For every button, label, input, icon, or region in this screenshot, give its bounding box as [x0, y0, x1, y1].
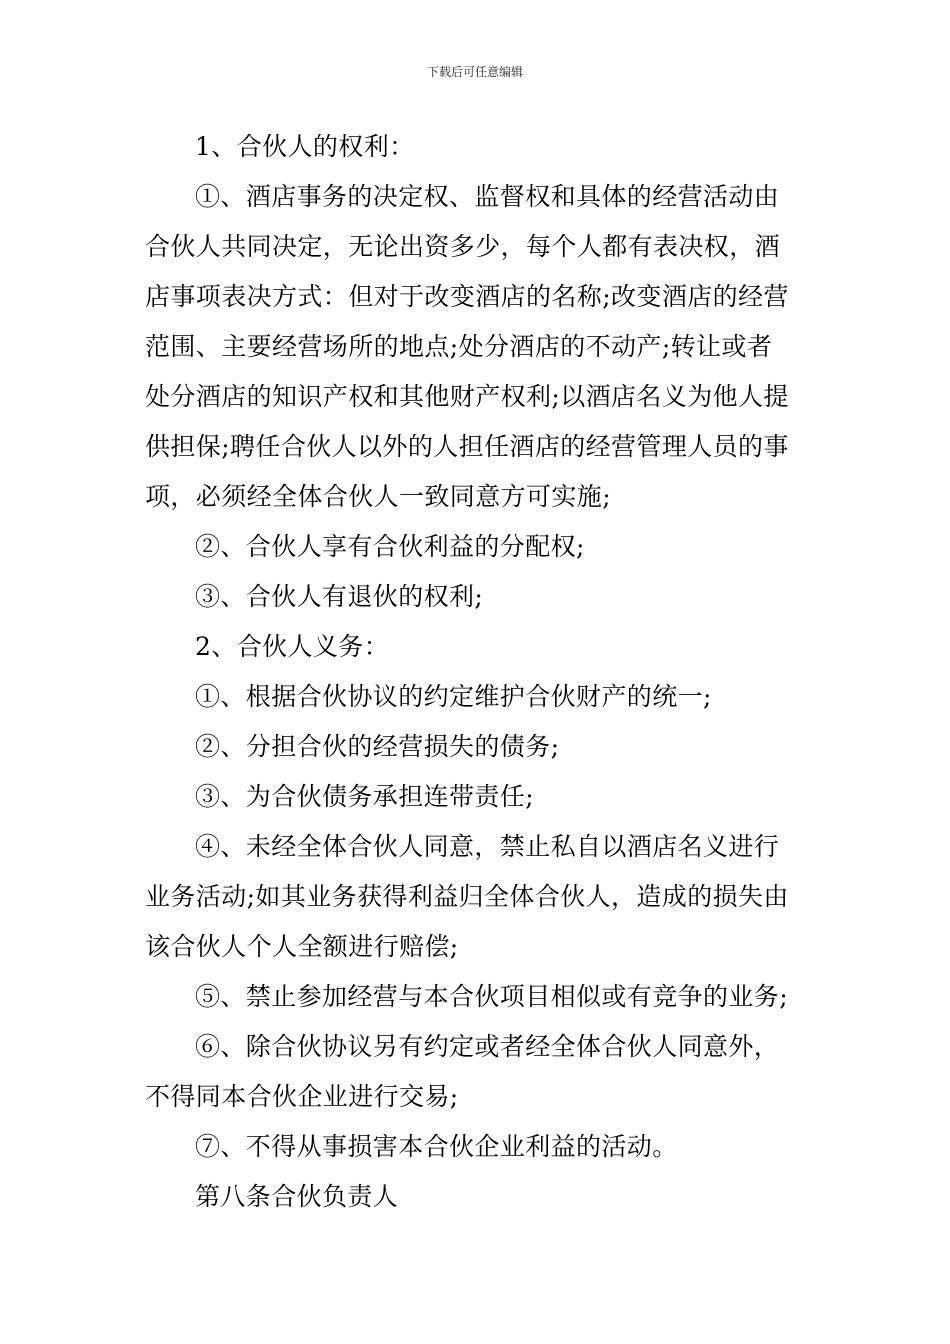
text-line: 店事项表决方式：但对于改变酒店的名称;改变酒店的经营 [145, 282, 789, 311]
text-line: 范围、主要经营场所的地点;处分酒店的不动产;转让或者 [145, 332, 773, 361]
text-line: 第八条合伙负责人 [195, 1182, 399, 1211]
text-line: 业务活动;如其业务获得利益归全体合伙人，造成的损失由 [145, 882, 789, 911]
section-heading-article-8 [145, 1172, 807, 1222]
text-line: ②、分担合伙的经营损失的债务; [195, 732, 560, 761]
paragraph-duty-2 [145, 722, 807, 772]
paragraph-duty-3 [145, 772, 807, 822]
text-line: 项，必须经全体合伙人一致同意方可实施; [145, 482, 612, 511]
text-line: 该合伙人个人全额进行赔偿; [145, 932, 459, 961]
text-line: ⑥、除合伙协议另有约定或者经全体合伙人同意外， [195, 1032, 780, 1061]
page-header: 下载后可任意编辑 [426, 65, 523, 79]
paragraph-duty-7 [145, 1122, 807, 1172]
text-line: ④、未经全体合伙人同意，禁止私自以酒店名义进行 [195, 832, 780, 861]
text-line: ③、合伙人有退伙的权利; [195, 582, 484, 611]
paragraph-duty-4 [145, 822, 807, 972]
paragraph-duty-1 [145, 672, 807, 722]
text-line: 1、合伙人的权利： [195, 132, 415, 161]
text-line: 不得同本合伙企业进行交易; [145, 1082, 459, 1111]
text-line: 2、合伙人义务： [195, 632, 390, 661]
paragraph-partner-rights-heading [145, 122, 807, 172]
text-line: ①、根据合伙协议的约定维护合伙财产的统一; [195, 682, 712, 711]
text-line: ⑦、不得从事损害本合伙企业利益的活动。 [195, 1132, 678, 1161]
paragraph-distribution-right [145, 522, 807, 572]
text-line: ①、酒店事务的决定权、监督权和具体的经营活动由 [195, 182, 780, 211]
text-line: ③、为合伙债务承担连带责任; [195, 782, 535, 811]
paragraph-partner-duties-heading [145, 622, 807, 672]
text-line: 供担保;聘任合伙人以外的人担任酒店的经营管理人员的事 [145, 432, 789, 461]
paragraph-withdrawal-right [145, 572, 807, 622]
paragraph-duty-5 [145, 972, 807, 1022]
paragraph-duty-6 [145, 1022, 807, 1122]
text-line: ②、合伙人享有合伙利益的分配权; [195, 532, 585, 561]
text-line: ⑤、禁止参加经营与本合伙项目相似或有竞争的业务; [195, 982, 789, 1011]
text-line: 处分酒店的知识产权和其他财产权利;以酒店名义为他人提 [145, 382, 789, 411]
text-line: 合伙人共同决定，无论出资多少，每个人都有表决权，酒 [145, 232, 781, 261]
paragraph-decision-rights [145, 172, 807, 522]
document-body [145, 122, 807, 1222]
